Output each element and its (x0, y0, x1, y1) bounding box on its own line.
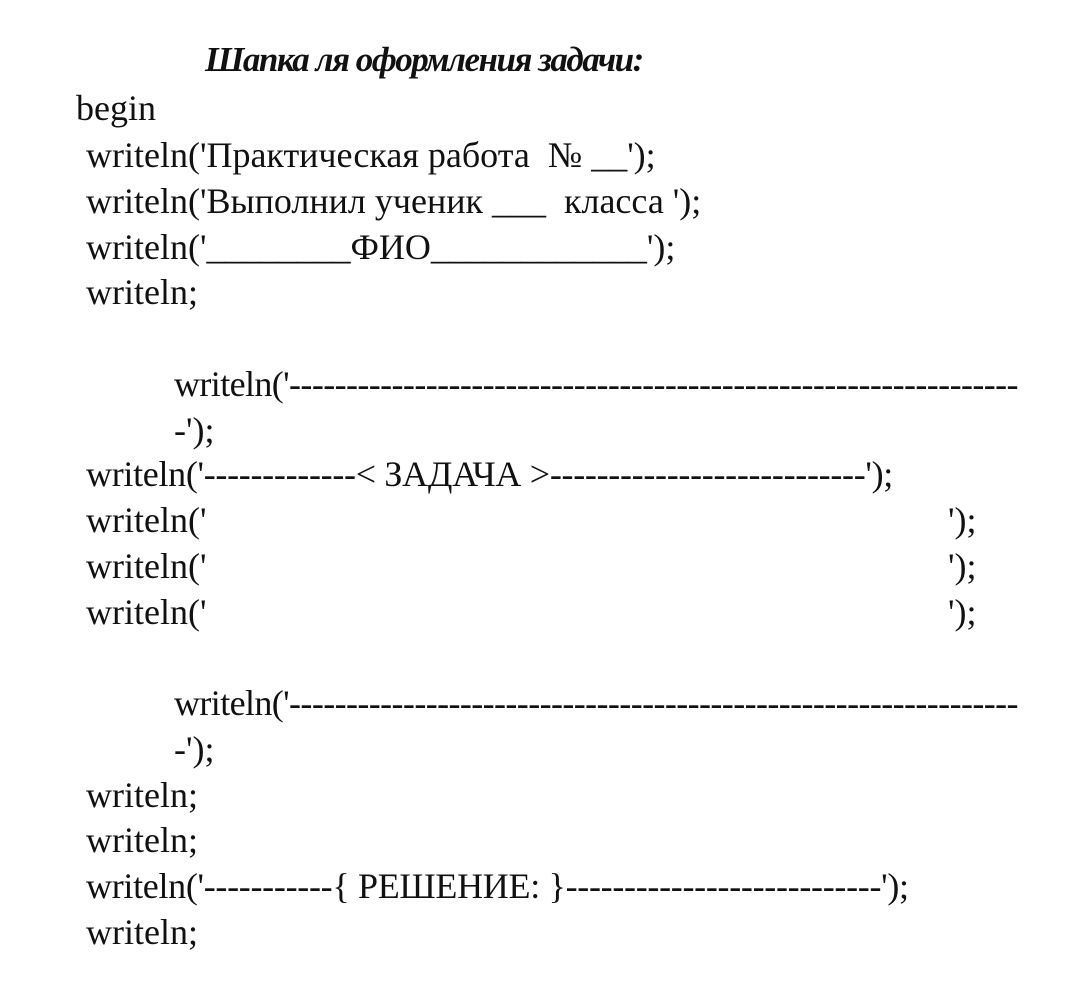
code-line-separator-top-wrap: -'); (174, 410, 215, 450)
code-line-task-row (86, 498, 986, 542)
code-line-writeln-empty: writeln; (86, 775, 198, 815)
code-line-writeln-empty: writeln; (86, 912, 198, 952)
code-line-writeln-empty: writeln; (86, 820, 198, 860)
code-line-separator-bottom-wrap: -'); (174, 729, 215, 769)
code-line-task-row-left: writeln(' (86, 500, 207, 540)
code-line-task-row-left: writeln(' (86, 546, 207, 586)
code-line-task-row-right: '); (948, 592, 977, 632)
code-line-task-header: writeln('-------------< ЗАДАЧА >---------------------------'); (86, 454, 893, 494)
code-line-begin: begin (76, 88, 156, 128)
code-line-task-row (86, 544, 986, 588)
code-line-task-row-left: writeln(' (86, 592, 207, 632)
code-line-task-row-right: '); (948, 546, 977, 586)
code-line-solution-header: writeln('-----------{ РЕШЕНИЕ: }---------------------------'); (86, 866, 909, 906)
code-line-student: writeln('Выполнил ученик ___ класса '); (86, 181, 702, 221)
document-title: Шапка ля оформления задачи: (205, 40, 643, 79)
code-line-task-row (86, 590, 986, 634)
code-line-separator-bottom: writeln('---------------------------------------------------------------- (174, 683, 1018, 723)
code-line-task-row-right: '); (948, 500, 977, 540)
code-line-writeln-empty: writeln; (86, 272, 198, 312)
code-line-fio: writeln('________ФИО____________'); (86, 227, 676, 267)
code-line-practical-work: writeln('Практическая работа № __'); (86, 135, 656, 175)
code-line-separator-top: writeln('---------------------------------------------------------------- (174, 364, 1018, 404)
